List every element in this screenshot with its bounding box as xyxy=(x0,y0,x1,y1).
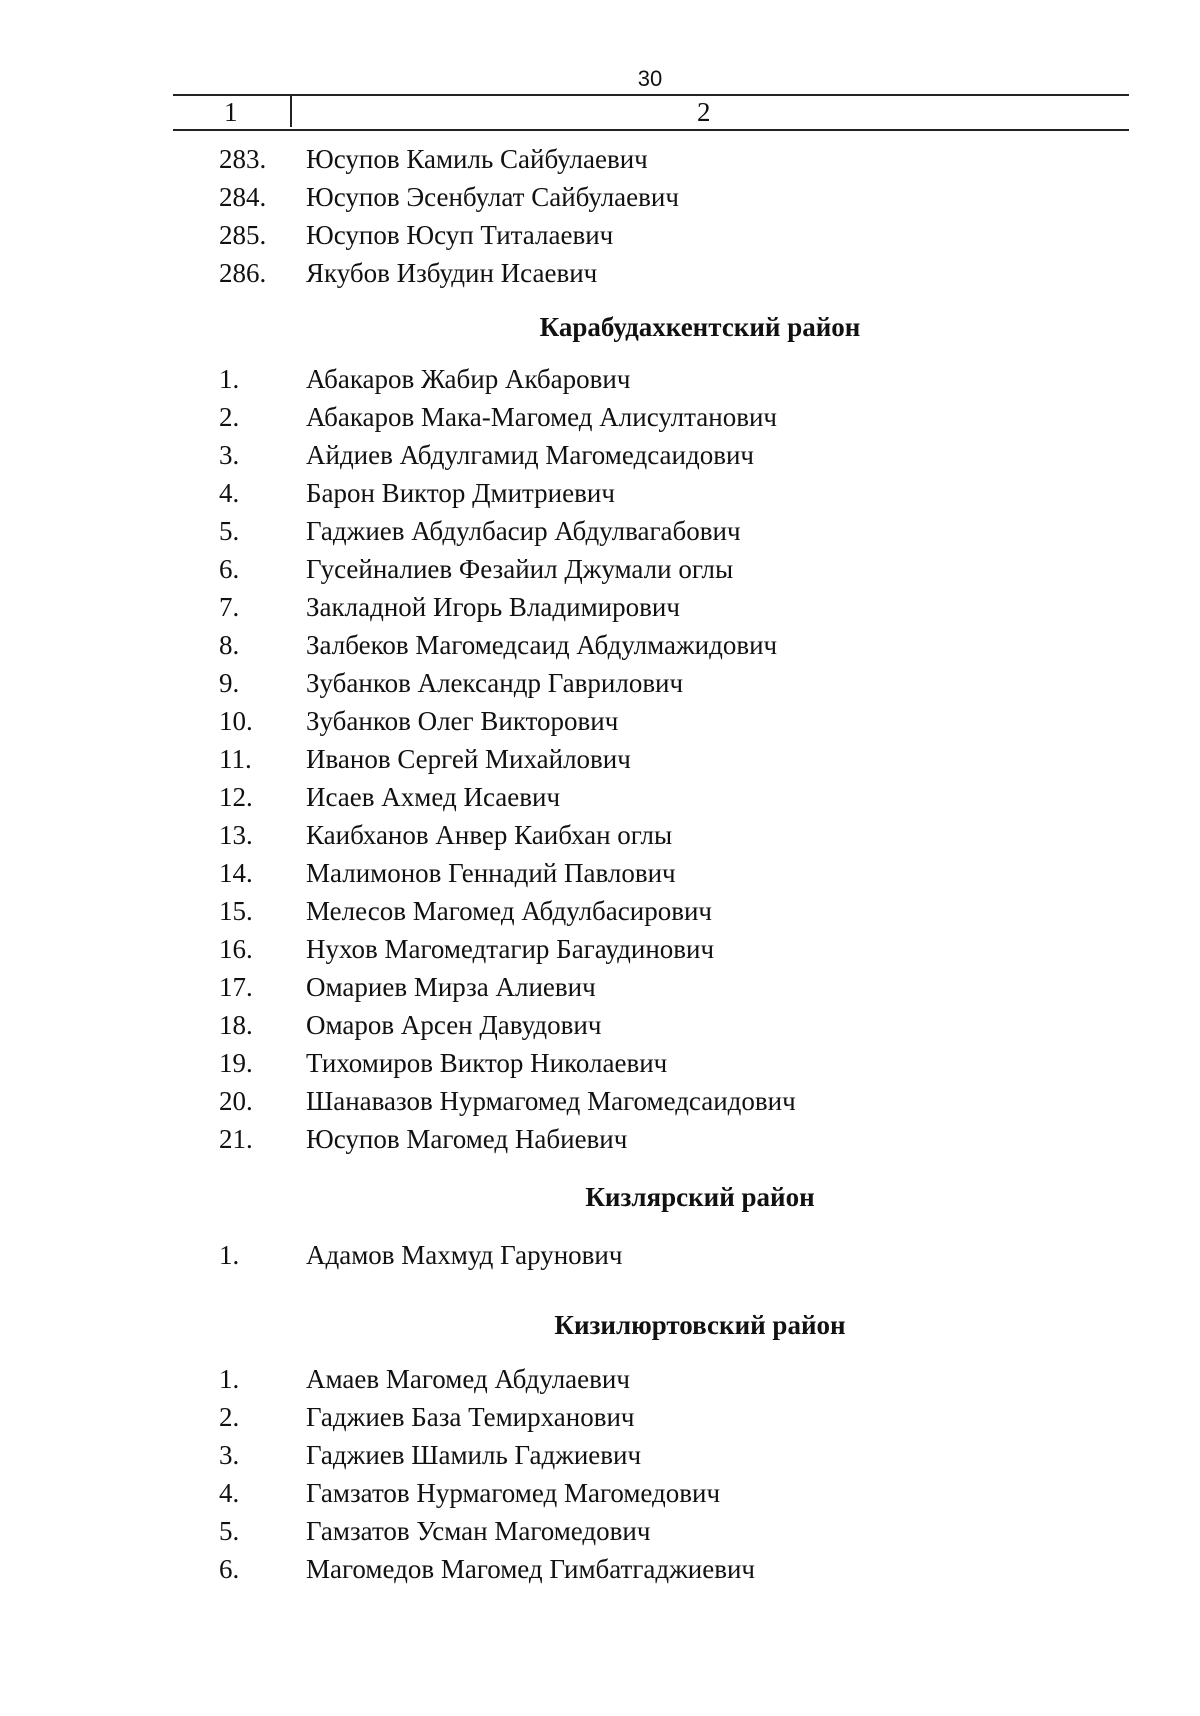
person-name: Гаджиев Шамиль Гаджиевич xyxy=(306,1440,642,1470)
person-name: Абакаров Мака-Магомед Алисултанович xyxy=(306,402,777,432)
item-number: 2. xyxy=(219,1402,240,1432)
person-name: Абакаров Жабир Акбарович xyxy=(306,364,631,394)
item-number: 16. xyxy=(219,934,253,964)
person-name: Шанавазов Нурмагомед Магомедсаидович xyxy=(306,1086,796,1116)
item-number: 5. xyxy=(219,1516,240,1546)
list-item xyxy=(0,740,1200,778)
list-item xyxy=(0,778,1200,816)
item-number: 18. xyxy=(219,1010,253,1040)
person-name: Закладной Игорь Владимирович xyxy=(306,592,680,622)
item-number: 285. xyxy=(219,220,267,250)
list-item xyxy=(0,1474,1200,1512)
person-name: Юсупов Камиль Сайбулаевич xyxy=(306,144,648,174)
list-item xyxy=(0,398,1200,436)
list-item xyxy=(0,1006,1200,1044)
person-name: Залбеков Магомедсаид Абдулмажидович xyxy=(306,630,778,660)
item-number: 286. xyxy=(219,258,267,288)
item-number: 15. xyxy=(219,896,253,926)
item-number: 1. xyxy=(219,1364,240,1394)
list-item xyxy=(0,1360,1200,1398)
district-heading: Карабудахкентский район xyxy=(539,312,861,342)
item-number: 5. xyxy=(219,516,240,546)
person-name: Юсупов Магомед Набиевич xyxy=(306,1124,628,1154)
list-item xyxy=(0,178,1200,216)
list-item xyxy=(0,512,1200,550)
list-item xyxy=(0,1512,1200,1550)
list-item xyxy=(0,1398,1200,1436)
item-number: 7. xyxy=(219,592,240,622)
person-name: Якубов Избудин Исаевич xyxy=(306,258,598,288)
person-name: Барон Виктор Дмитриевич xyxy=(306,478,615,508)
district-heading: Кизлярский район xyxy=(585,1182,815,1212)
list-item xyxy=(0,968,1200,1006)
list-item xyxy=(0,816,1200,854)
item-number: 8. xyxy=(219,630,240,660)
list-item xyxy=(0,892,1200,930)
person-name: Иванов Сергей Михайлович xyxy=(306,744,631,774)
document-body xyxy=(0,140,1200,1588)
item-number: 4. xyxy=(219,478,240,508)
item-number: 17. xyxy=(219,972,253,1002)
item-number: 283. xyxy=(219,144,267,174)
person-name: Гамзатов Усман Магомедович xyxy=(306,1516,651,1546)
item-number: 3. xyxy=(219,440,240,470)
list-item xyxy=(0,360,1200,398)
person-name: Каибханов Анвер Каибхан оглы xyxy=(306,820,673,850)
list-item xyxy=(0,1550,1200,1588)
person-name: Адамов Махмуд Гарунович xyxy=(306,1240,623,1270)
table-header-col1: 1 xyxy=(224,97,238,127)
item-number: 1. xyxy=(219,364,240,394)
person-name: Юсупов Юсуп Титалаевич xyxy=(306,220,614,250)
item-number: 2. xyxy=(219,402,240,432)
person-name: Нухов Магомедтагир Багаудинович xyxy=(306,934,715,964)
person-name: Зубанков Александр Гаврилович xyxy=(306,668,684,698)
list-item xyxy=(0,702,1200,740)
item-number: 21. xyxy=(219,1124,253,1154)
list-item xyxy=(0,254,1200,292)
item-number: 14. xyxy=(219,858,253,888)
list-item xyxy=(0,1044,1200,1082)
table-header-col2: 2 xyxy=(697,97,711,127)
table-header-column-divider xyxy=(290,96,292,127)
table-header-top-rule xyxy=(173,94,1129,96)
list-item xyxy=(0,626,1200,664)
person-name: Мелесов Магомед Абдулбасирович xyxy=(306,896,712,926)
person-name: Гаджиев Абдулбасир Абдулвагабович xyxy=(306,516,741,546)
item-number: 4. xyxy=(219,1478,240,1508)
person-name: Омариев Мирза Алиевич xyxy=(306,972,596,1002)
person-name: Гусейналиев Фезайил Джумали оглы xyxy=(306,554,734,584)
item-number: 6. xyxy=(219,554,240,584)
list-item xyxy=(0,1082,1200,1120)
list-item xyxy=(0,140,1200,178)
list-item xyxy=(0,1120,1200,1158)
item-number: 12. xyxy=(219,782,253,812)
person-name: Амаев Магомед Абдулаевич xyxy=(306,1364,630,1394)
list-item xyxy=(0,588,1200,626)
item-number: 10. xyxy=(219,706,253,736)
list-item xyxy=(0,1236,1200,1274)
person-name: Гамзатов Нурмагомед Магомедович xyxy=(306,1478,721,1508)
item-number: 284. xyxy=(219,182,267,212)
person-name: Магомедов Магомед Гимбатгаджиевич xyxy=(306,1554,756,1584)
list-item xyxy=(0,474,1200,512)
person-name: Айдиев Абдулгамид Магомедсаидович xyxy=(306,440,755,470)
item-number: 11. xyxy=(219,744,252,774)
person-name: Юсупов Эсенбулат Сайбулаевич xyxy=(306,182,679,212)
person-name: Тихомиров Виктор Николаевич xyxy=(306,1048,668,1078)
list-item xyxy=(0,664,1200,702)
person-name: Исаев Ахмед Исаевич xyxy=(306,782,561,812)
item-number: 6. xyxy=(219,1554,240,1584)
item-number: 1. xyxy=(219,1240,240,1270)
list-item xyxy=(0,216,1200,254)
list-item xyxy=(0,1436,1200,1474)
item-number: 20. xyxy=(219,1086,253,1116)
person-name: Омаров Арсен Давудович xyxy=(306,1010,602,1040)
table-header-bottom-rule xyxy=(173,129,1129,131)
item-number: 13. xyxy=(219,820,253,850)
item-number: 3. xyxy=(219,1440,240,1470)
person-name: Малимонов Геннадий Павлович xyxy=(306,858,676,888)
list-item xyxy=(0,930,1200,968)
district-heading: Кизилюртовский район xyxy=(554,1310,846,1340)
page-number: 30 xyxy=(637,66,663,91)
item-number: 9. xyxy=(219,668,240,698)
list-item xyxy=(0,550,1200,588)
item-number: 19. xyxy=(219,1048,253,1078)
person-name: Зубанков Олег Викторович xyxy=(306,706,619,736)
list-item xyxy=(0,436,1200,474)
person-name: Гаджиев База Темирханович xyxy=(306,1402,635,1432)
list-item xyxy=(0,854,1200,892)
